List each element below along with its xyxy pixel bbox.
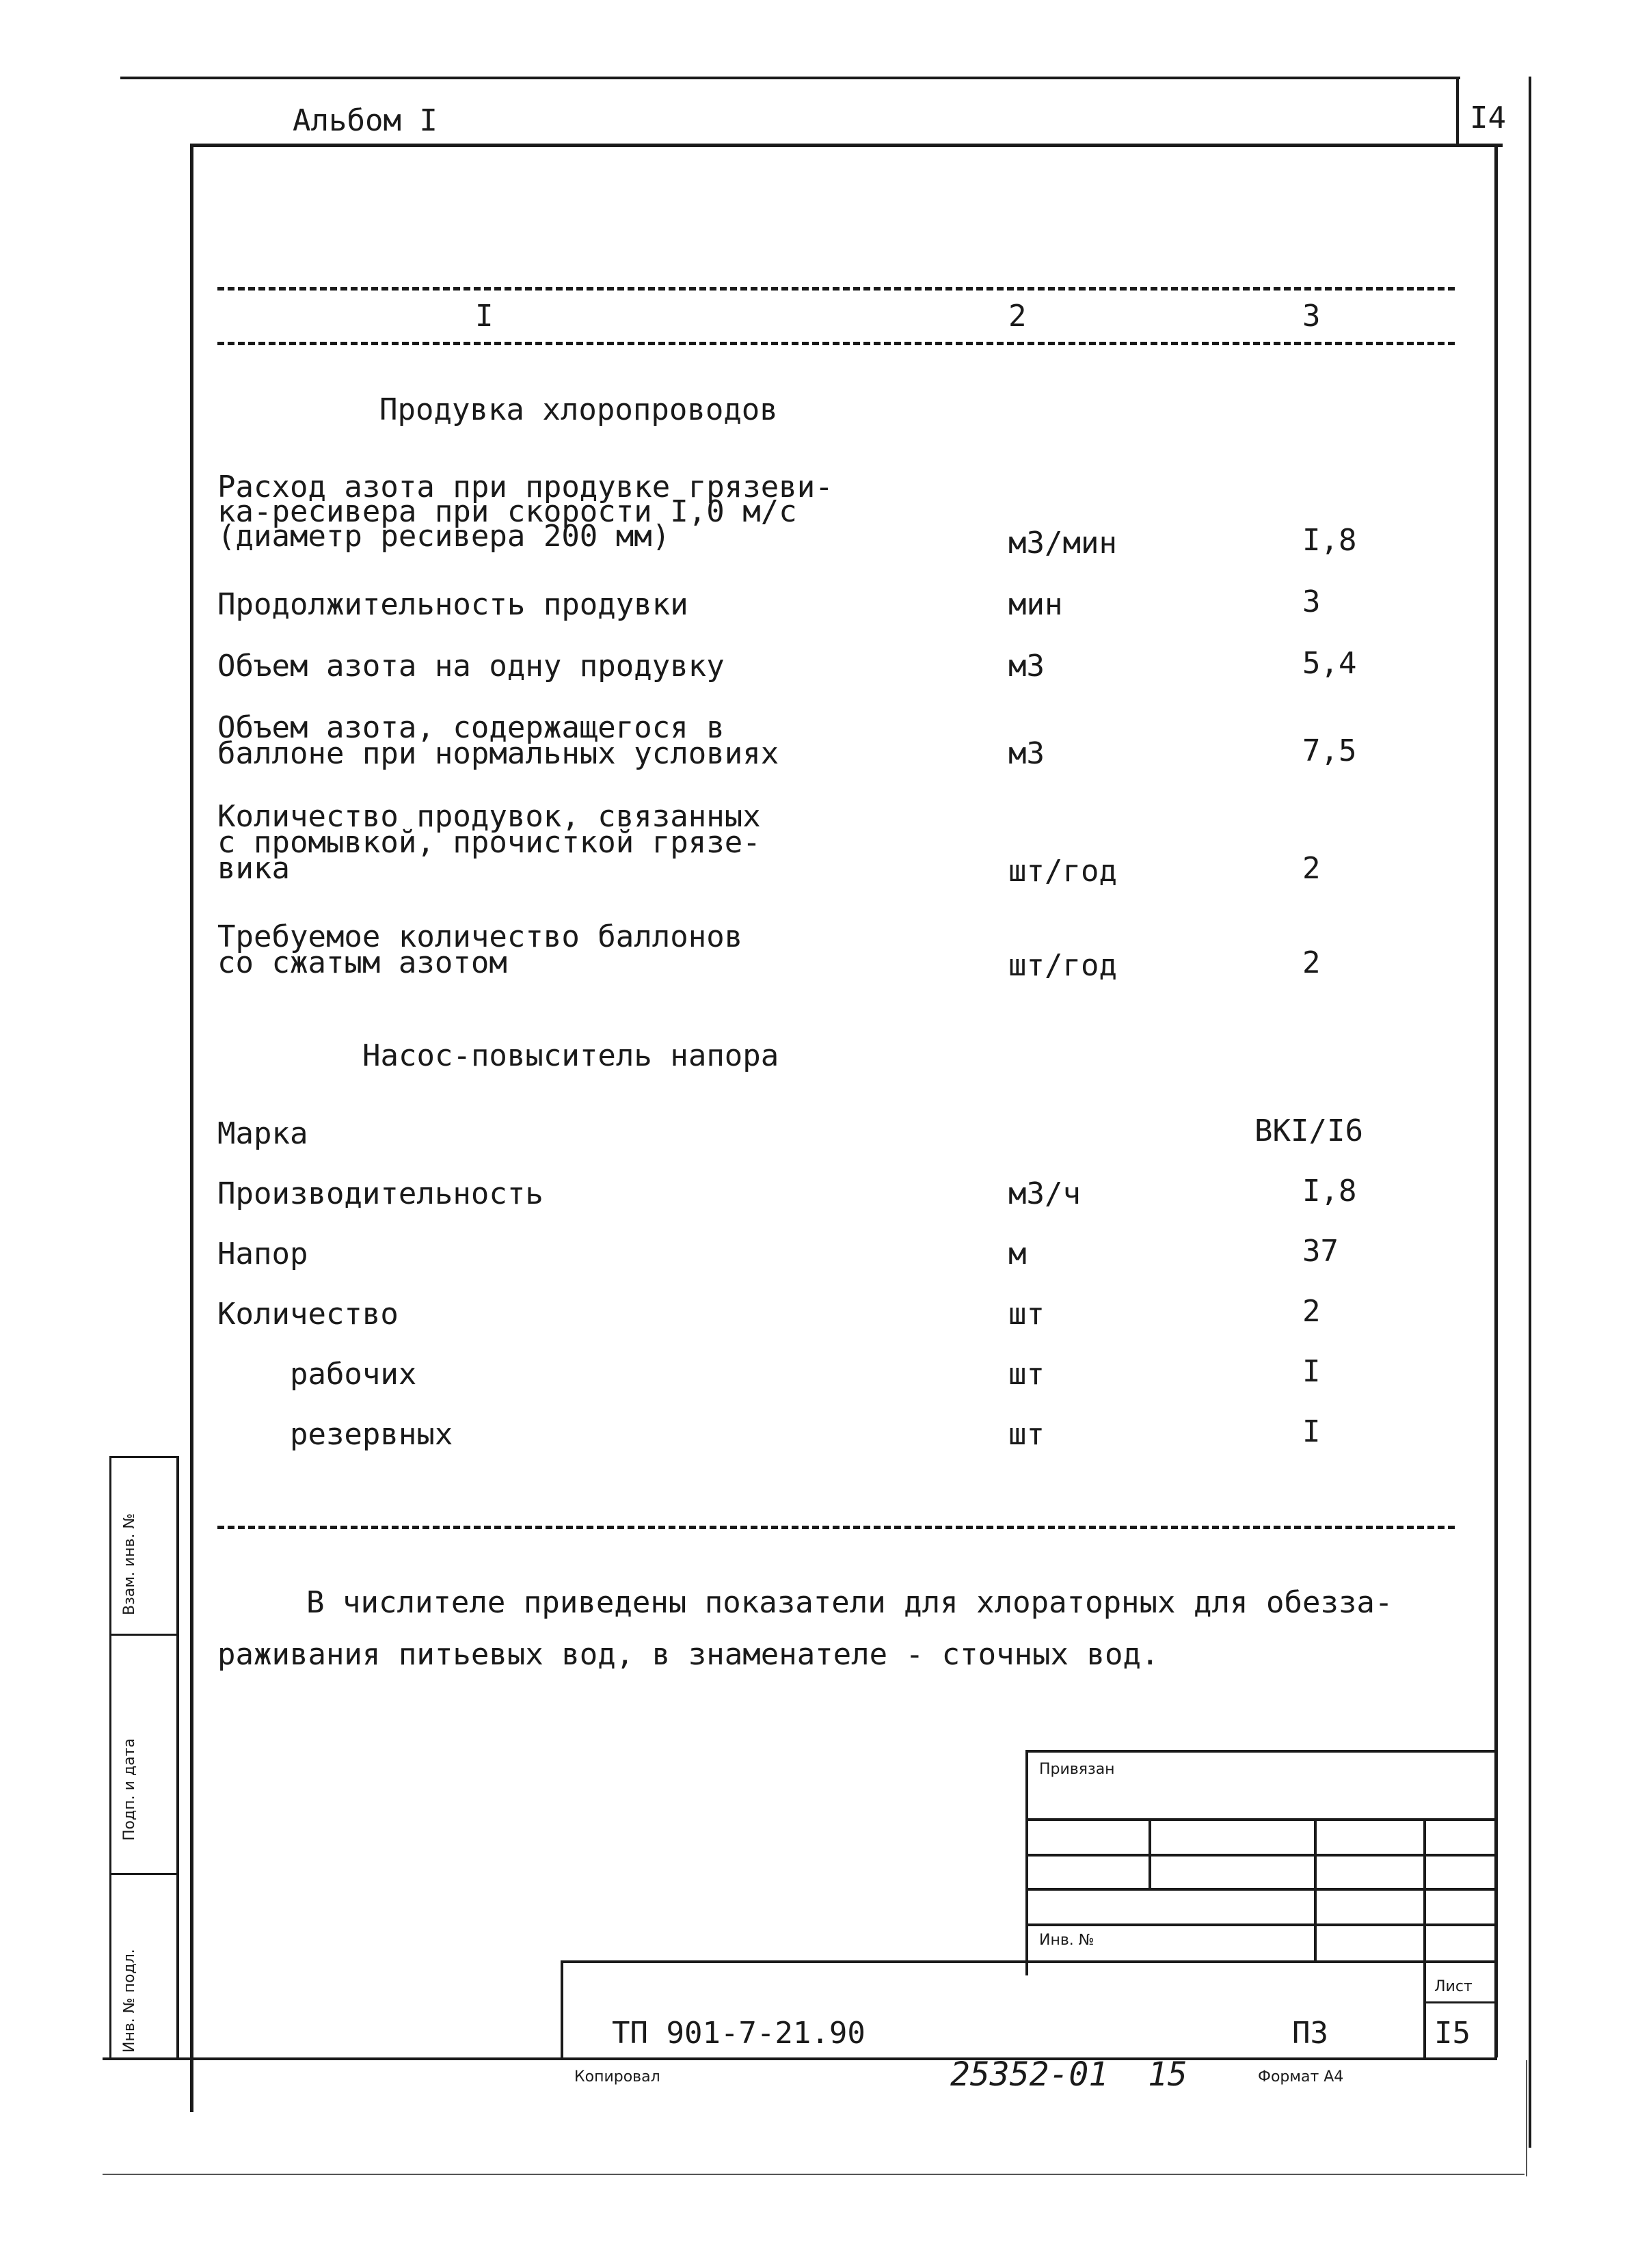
- stamp-upper-left: [1025, 1750, 1028, 1975]
- row-value: 2: [1302, 945, 1321, 980]
- outer-right-border: [1529, 77, 1531, 2148]
- stamp-list-label: Лист: [1434, 1978, 1473, 1995]
- outer-top-border: [120, 77, 1460, 79]
- stamp-page: I5: [1434, 2016, 1470, 2051]
- album-title: Альбом I: [293, 103, 438, 138]
- row-description: Расход азота при продувке грязеви-: [217, 470, 833, 504]
- sheet-number: I4: [1470, 100, 1506, 135]
- row-value: 37: [1302, 1234, 1339, 1269]
- stamp-code: ТП 901-7-21.90: [612, 2016, 865, 2051]
- row-description: Продолжительность продувки: [217, 587, 688, 622]
- row-unit: шт/год: [1008, 948, 1117, 983]
- stamp-col-3: [1423, 1818, 1426, 2057]
- row-description: рабочих: [217, 1357, 417, 1392]
- row-value: I: [1302, 1414, 1321, 1449]
- stamp-list-divider: [1423, 2001, 1494, 2003]
- stamp-lower-top: [561, 1960, 1494, 1963]
- stamp-section: ПЗ: [1292, 2016, 1328, 2051]
- row-unit: шт: [1008, 1297, 1045, 1332]
- row-unit: м: [1008, 1237, 1027, 1271]
- page-bottom-rule: [103, 2174, 1525, 2175]
- row-description: Количество: [217, 1297, 399, 1332]
- row-description: вика: [217, 851, 290, 886]
- row-description: Напор: [217, 1237, 308, 1271]
- margin-divider-3: [109, 1873, 179, 1875]
- order-number: 25352-01 15: [950, 2055, 1187, 2094]
- stamp-inv: Инв. №: [1039, 1932, 1094, 1949]
- row-description: со сжатым азотом: [217, 945, 507, 980]
- row-unit: м3/ч: [1008, 1176, 1081, 1211]
- stamp-upper-top: [1025, 1750, 1494, 1753]
- margin-strip-right: [176, 1456, 179, 2057]
- footnote-line-1: В числителе приведены показатели для хлораторных для обезза-: [306, 1585, 1393, 1620]
- margin-label-vzam: Взам. инв. №: [121, 1513, 138, 1615]
- row-unit: шт: [1008, 1357, 1045, 1392]
- footnote-line-2: раживания питьевых вод, в знаменателе - сточных вод.: [217, 1637, 1159, 1672]
- row-description: Количество продувок, связанных: [217, 799, 761, 834]
- stamp-privyazan: Привязан: [1039, 1761, 1115, 1778]
- row-unit: м3: [1008, 736, 1045, 771]
- margin-divider-1: [109, 1456, 179, 1458]
- row-value: I,8: [1302, 1174, 1357, 1209]
- inner-left-border: [190, 144, 193, 2112]
- row-description: (диаметр ресивера 200 мм): [217, 519, 671, 554]
- section-title: Насос-повыситель напора: [362, 1038, 779, 1073]
- row-unit: шт: [1008, 1417, 1045, 1452]
- margin-label-podp: Подп. и дата: [121, 1738, 138, 1841]
- row-description: баллоне при нормальных условиях: [217, 736, 779, 771]
- margin-strip-left: [109, 1456, 111, 2057]
- row-unit: шт/год: [1008, 854, 1117, 889]
- row-description: с промывкой, прочисткой грязе-: [217, 825, 761, 860]
- header-divider: [190, 144, 1503, 147]
- sheet-box-left: [1456, 77, 1459, 144]
- stamp-col-2: [1314, 1818, 1317, 1962]
- row-description: резервных: [217, 1417, 453, 1452]
- row-value: I,8: [1302, 523, 1357, 558]
- row-value: 3: [1302, 584, 1321, 619]
- row-value: 2: [1302, 851, 1321, 886]
- inner-right-border: [1494, 144, 1498, 2057]
- table-header-col2: 2: [1008, 299, 1027, 334]
- stamp-lower-left: [561, 1960, 563, 2057]
- row-unit: м3: [1008, 649, 1045, 684]
- row-description: Марка: [217, 1116, 308, 1151]
- row-description: Требуемое количество баллонов: [217, 919, 743, 954]
- row-description: Объем азота, содержащегося в: [217, 710, 725, 745]
- format-label: Формат А4: [1258, 2068, 1344, 2085]
- bottom-border: [103, 2057, 1497, 2060]
- row-value: 5,4: [1302, 646, 1357, 681]
- row-unit: м3/мин: [1008, 526, 1117, 561]
- table-header-col1: I: [475, 299, 494, 334]
- stamp-col-1: [1149, 1818, 1151, 1889]
- table-header-top-rule: [217, 287, 1455, 291]
- section-title: Продувка хлоропроводов: [379, 392, 778, 427]
- row-unit: мин: [1008, 587, 1063, 622]
- row-description: ка-ресивера при скорости I,0 м/с: [217, 494, 797, 529]
- table-header-bottom-rule: [217, 342, 1455, 345]
- margin-divider-2: [109, 1634, 179, 1636]
- kopiroval-label: Копировал: [574, 2068, 660, 2085]
- row-value: I: [1302, 1354, 1321, 1389]
- row-description: Объем азота на одну продувку: [217, 649, 725, 684]
- row-value: ВКI/I6: [1254, 1113, 1363, 1148]
- table-bottom-rule: [217, 1526, 1455, 1529]
- table-header-col3: 3: [1302, 299, 1321, 334]
- page-right-edge: [1526, 2060, 1527, 2176]
- row-value: 7,5: [1302, 733, 1357, 768]
- row-value: 2: [1302, 1294, 1321, 1329]
- row-description: Производительность: [217, 1176, 543, 1211]
- margin-label-inv: Инв. № подл.: [121, 1949, 138, 2053]
